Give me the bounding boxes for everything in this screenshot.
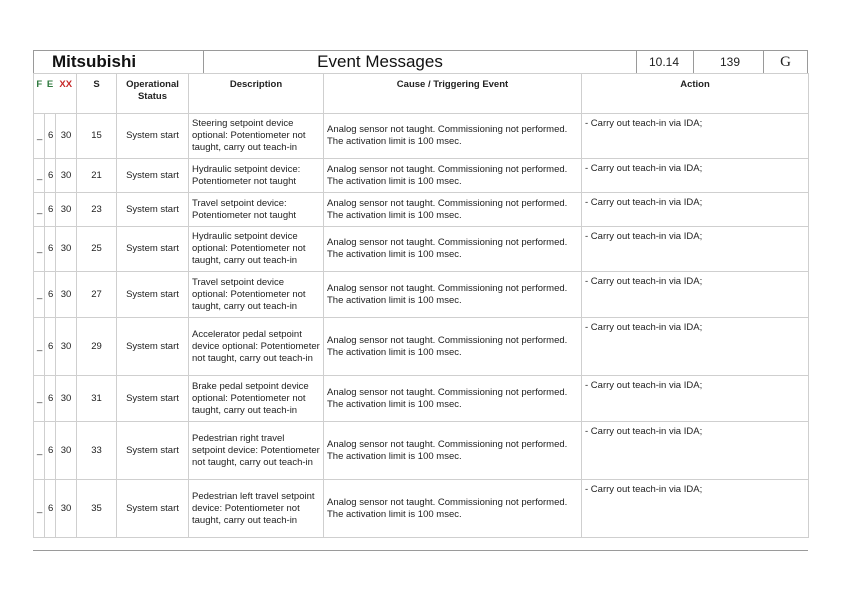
cell-cause: Analog sensor not taught. Commissioning not performed. The activation limit is 100 msec.: [324, 480, 582, 538]
table-body: [34, 114, 809, 538]
cell-operational-status: System start: [117, 272, 189, 318]
cell-f: _: [34, 114, 45, 159]
table-row: [34, 318, 809, 376]
cell-f: _: [34, 193, 45, 227]
cell-description: Brake pedal setpoint device optional: Potentiometer not taught, carry out teach-in: [189, 376, 324, 422]
cell-e: 6: [45, 193, 56, 227]
cell-f: _: [34, 422, 45, 480]
footer-divider: [33, 550, 808, 551]
cell-operational-status: System start: [117, 114, 189, 159]
table-row: [34, 272, 809, 318]
cell-description: Hydraulic setpoint device: Potentiometer not taught: [189, 159, 324, 193]
cell-description: Steering setpoint device optional: Potentiometer not taught, carry out teach-in: [189, 114, 324, 159]
cell-e: 6: [45, 159, 56, 193]
cell-e: 6: [45, 114, 56, 159]
cell-cause: Analog sensor not taught. Commissioning not performed. The activation limit is 100 msec.: [324, 159, 582, 193]
cell-f: _: [34, 480, 45, 538]
cell-s: 33: [77, 422, 117, 480]
table-row: [34, 422, 809, 480]
table-row: [34, 480, 809, 538]
event-messages-table: [33, 73, 809, 538]
cell-action: - Carry out teach-in via IDA;: [582, 159, 809, 193]
cell-xx: 30: [56, 114, 77, 159]
page-title: Event Messages: [204, 51, 637, 73]
cell-s: 27: [77, 272, 117, 318]
cell-xx: 30: [56, 227, 77, 272]
cell-description: Hydraulic setpoint device optional: Potentiometer not taught, carry out teach-in: [189, 227, 324, 272]
cell-s: 35: [77, 480, 117, 538]
column-header-e: E: [45, 74, 56, 114]
table-row: [34, 376, 809, 422]
section-code: G: [780, 53, 791, 70]
cell-f: _: [34, 227, 45, 272]
cell-cause: Analog sensor not taught. Commissioning not performed. The activation limit is 100 msec.: [324, 318, 582, 376]
cell-action: - Carry out teach-in via IDA;: [582, 193, 809, 227]
cell-cause: Analog sensor not taught. Commissioning not performed. The activation limit is 100 msec.: [324, 193, 582, 227]
cell-operational-status: System start: [117, 318, 189, 376]
page-header: [33, 50, 808, 74]
cell-cause: Analog sensor not taught. Commissioning not performed. The activation limit is 100 msec.: [324, 227, 582, 272]
cell-xx: 30: [56, 422, 77, 480]
cell-action: - Carry out teach-in via IDA;: [582, 272, 809, 318]
cell-cause: Analog sensor not taught. Commissioning not performed. The activation limit is 100 msec.: [324, 272, 582, 318]
cell-e: 6: [45, 318, 56, 376]
cell-s: 15: [77, 114, 117, 159]
table-row: [34, 193, 809, 227]
cell-s: 29: [77, 318, 117, 376]
column-header-cause: Cause / Triggering Event: [324, 74, 582, 114]
page-number: 139: [694, 51, 764, 73]
cell-f: _: [34, 159, 45, 193]
cell-e: 6: [45, 227, 56, 272]
cell-s: 21: [77, 159, 117, 193]
column-header-operational-status: Operational Status: [117, 74, 189, 114]
cell-s: 23: [77, 193, 117, 227]
table-header-row: [34, 74, 809, 114]
cell-f: _: [34, 272, 45, 318]
cell-description: Pedestrian right travel setpoint device: Potentiometer not taught, carry out teach-in: [189, 422, 324, 480]
cell-e: 6: [45, 422, 56, 480]
cell-action: - Carry out teach-in via IDA;: [582, 376, 809, 422]
cell-xx: 30: [56, 480, 77, 538]
column-header-s: S: [77, 74, 117, 114]
column-header-action: Action: [582, 74, 809, 114]
cell-f: _: [34, 318, 45, 376]
cell-operational-status: System start: [117, 376, 189, 422]
cell-operational-status: System start: [117, 159, 189, 193]
cell-description: Pedestrian left travel setpoint device: Potentiometer not taught, carry out teach-in: [189, 480, 324, 538]
column-header-xx: XX: [56, 74, 77, 114]
cell-e: 6: [45, 376, 56, 422]
version-number: 10.14: [637, 51, 694, 73]
cell-action: - Carry out teach-in via IDA;: [582, 318, 809, 376]
brand-name: Mitsubishi: [34, 51, 204, 73]
cell-operational-status: System start: [117, 480, 189, 538]
cell-e: 6: [45, 480, 56, 538]
cell-description: Travel setpoint device optional: Potentiometer not taught, carry out teach-in: [189, 272, 324, 318]
cell-action: - Carry out teach-in via IDA;: [582, 114, 809, 159]
table-row: [34, 114, 809, 159]
cell-action: - Carry out teach-in via IDA;: [582, 422, 809, 480]
cell-cause: Analog sensor not taught. Commissioning not performed. The activation limit is 100 msec.: [324, 376, 582, 422]
cell-operational-status: System start: [117, 227, 189, 272]
table-row: [34, 159, 809, 193]
cell-xx: 30: [56, 159, 77, 193]
column-header-f: F: [34, 74, 45, 114]
cell-operational-status: System start: [117, 422, 189, 480]
cell-cause: Analog sensor not taught. Commissioning not performed. The activation limit is 100 msec.: [324, 422, 582, 480]
cell-cause: Analog sensor not taught. Commissioning not performed. The activation limit is 100 msec.: [324, 114, 582, 159]
column-header-description: Description: [189, 74, 324, 114]
cell-xx: 30: [56, 272, 77, 318]
cell-xx: 30: [56, 318, 77, 376]
cell-operational-status: System start: [117, 193, 189, 227]
cell-e: 6: [45, 272, 56, 318]
cell-xx: 30: [56, 376, 77, 422]
cell-s: 25: [77, 227, 117, 272]
cell-f: _: [34, 376, 45, 422]
cell-xx: 30: [56, 193, 77, 227]
cell-action: - Carry out teach-in via IDA;: [582, 227, 809, 272]
cell-description: Travel setpoint device: Potentiometer not taught: [189, 193, 324, 227]
cell-action: - Carry out teach-in via IDA;: [582, 480, 809, 538]
cell-description: Accelerator pedal setpoint device optional: Potentiometer not taught, carry out teach-in: [189, 318, 324, 376]
cell-s: 31: [77, 376, 117, 422]
table-row: [34, 227, 809, 272]
